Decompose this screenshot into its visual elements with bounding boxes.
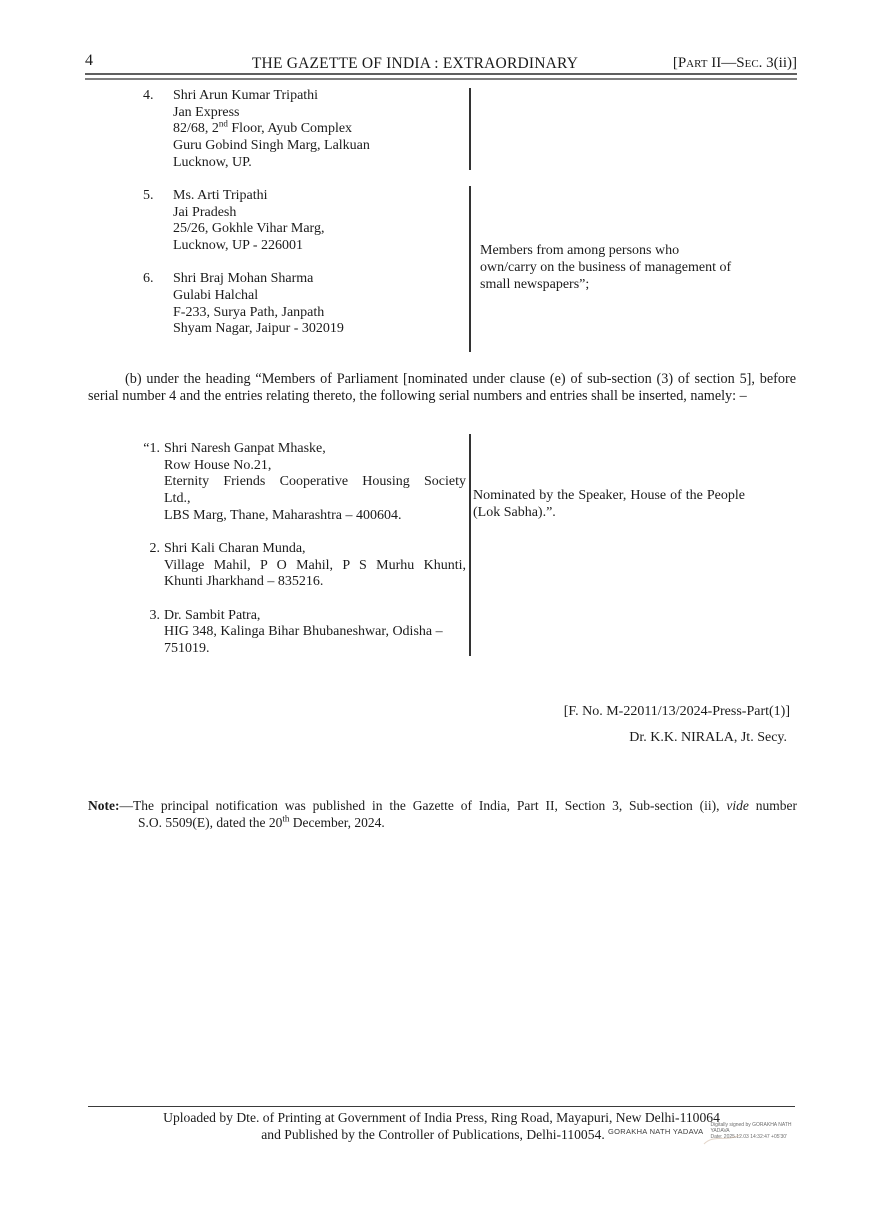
item-number: 5. bbox=[143, 188, 154, 204]
address-line: Guru Gobind Singh Marg, Lalkuan bbox=[173, 138, 370, 154]
item-address bbox=[164, 541, 466, 591]
address-line: HIG 348, Kalinga Bihar Bhubaneshwar, Odisha – bbox=[164, 624, 443, 640]
note-line-1 bbox=[88, 797, 797, 814]
digital-signature-details bbox=[710, 1122, 791, 1140]
part-section-label bbox=[673, 55, 797, 72]
list-item-4 bbox=[143, 88, 466, 172]
address-line: Ms. Arti Tripathi bbox=[173, 188, 268, 204]
members-list-block-1 bbox=[143, 88, 466, 338]
part-section-smallcaps: [Part II—Sec. bbox=[672, 55, 763, 71]
digital-signed-by-line: Digitally signed by GORAKHA NATH bbox=[710, 1122, 792, 1128]
address-line: Lucknow, UP - 226001 bbox=[173, 238, 304, 254]
address-line: Shri Braj Mohan Sharma bbox=[173, 271, 314, 287]
list-item-2 bbox=[138, 541, 466, 591]
digital-signed-by-name: YADAVA bbox=[710, 1128, 730, 1134]
address-line: Lucknow, UP. bbox=[173, 154, 252, 170]
address-line: LBS Marg, Thane, Maharashtra – 400604. bbox=[164, 507, 402, 523]
note-body: —The principal notification was published in the Gazette of India, Part II, Section 3, Sub-section (ii), bbox=[119, 798, 727, 813]
address-line: Ltd., bbox=[164, 491, 191, 507]
list-item-6 bbox=[143, 271, 466, 338]
address-line: Khunti Jharkhand – 835216. bbox=[164, 574, 324, 590]
file-number: [F. No. M-22011/13/2024-Press-Part(1)] bbox=[563, 704, 790, 719]
members-list-block-2 bbox=[138, 441, 466, 658]
column-divider-bottom bbox=[469, 434, 471, 656]
note-vide: vide bbox=[726, 798, 749, 813]
note-line2-part: December, 2024. bbox=[289, 815, 385, 830]
item-number: 3. bbox=[149, 607, 160, 623]
list-item-3 bbox=[138, 608, 466, 658]
address-line: Shri Arun Kumar Tripathi bbox=[173, 88, 319, 103]
address-line: Gulabi Halchal bbox=[173, 288, 259, 304]
annotation-members-category: Members from among persons who own/carry on the business of management of small newspapers”; bbox=[480, 243, 732, 292]
footer-publish-line: and Published by the Controller of Publications, Delhi-110054. bbox=[261, 1127, 605, 1142]
address-line: 751019. bbox=[164, 641, 210, 657]
list-item-5 bbox=[143, 188, 466, 255]
amendment-paragraph-b: (b) under the heading “Members of Parliament [nominated under clause (e) of sub-section (3) of section 5], before serial number 4 and the entries relating thereto, the following serial numbers and entries shall be inserted, namely: – bbox=[88, 371, 796, 405]
address-line: Shri Kali Charan Munda, bbox=[164, 541, 306, 557]
item-address bbox=[173, 271, 466, 338]
address-line: Eternity Friends Cooperative Housing Society bbox=[164, 474, 466, 490]
address-line: Row House No.21, bbox=[164, 457, 272, 473]
note-paragraph bbox=[88, 797, 797, 831]
item-address bbox=[164, 441, 466, 525]
ordinal-superscript: nd bbox=[218, 118, 228, 129]
note-label: Note: bbox=[88, 798, 120, 813]
address-line bbox=[173, 118, 466, 138]
item-address bbox=[164, 608, 466, 658]
signatory-name: Dr. K.K. NIRALA, Jt. Secy. bbox=[629, 730, 787, 745]
digital-signature-date: Date: 2025.12.03 14:32:47 +05'30' bbox=[710, 1134, 788, 1140]
item-number: 6. bbox=[143, 271, 154, 287]
column-divider-top bbox=[469, 88, 471, 170]
item-address bbox=[173, 88, 466, 172]
item-number: “1. bbox=[143, 441, 160, 456]
note-line2-part: S.O. 5509(E), dated the 20 bbox=[138, 815, 283, 830]
signature-flourish bbox=[702, 1132, 742, 1146]
digital-signature-block bbox=[608, 1122, 792, 1140]
address-line-part: Floor, Ayub Complex bbox=[227, 121, 353, 137]
ordinal-superscript: th bbox=[282, 813, 290, 824]
address-line: Jai Pradesh bbox=[173, 204, 237, 220]
footer-upload-line: Uploaded by Dte. of Printing at Government of India Press, Ring Road, Mayapuri, New Delhi-110064 bbox=[163, 1110, 720, 1125]
annotation-nomination: Nominated by the Speaker, House of the People (Lok Sabha).”. bbox=[473, 488, 745, 520]
address-line-part: 82/68, 2 bbox=[173, 121, 219, 137]
item-address bbox=[173, 188, 466, 255]
column-divider-middle bbox=[469, 186, 471, 352]
address-line: Shyam Nagar, Jaipur - 302019 bbox=[173, 321, 344, 337]
address-line: Shri Naresh Ganpat Mhaske, bbox=[164, 441, 326, 456]
gazette-title: THE GAZETTE OF INDIA : EXTRAORDINARY bbox=[251, 55, 579, 72]
header-rule bbox=[85, 73, 797, 80]
note-body-end: number bbox=[748, 798, 797, 813]
address-line: F-233, Surya Path, Janpath bbox=[173, 304, 325, 320]
page-number: 4 bbox=[85, 52, 93, 69]
list-item-1 bbox=[138, 441, 466, 525]
item-number: 2. bbox=[149, 541, 160, 557]
address-line: Jan Express bbox=[173, 104, 240, 120]
address-line: Village Mahil, P O Mahil, P S Murhu Khunti, bbox=[164, 557, 466, 573]
item-number: 4. bbox=[143, 88, 154, 103]
footer-rule bbox=[88, 1106, 795, 1107]
note-line-2 bbox=[88, 814, 797, 831]
address-line: Dr. Sambit Patra, bbox=[164, 607, 261, 623]
address-line: 25/26, Gokhle Vihar Marg, bbox=[173, 221, 325, 237]
part-section-rest: 3(ii)] bbox=[762, 55, 797, 71]
signer-name: GORAKHA NATH YADAVA bbox=[608, 1126, 704, 1136]
